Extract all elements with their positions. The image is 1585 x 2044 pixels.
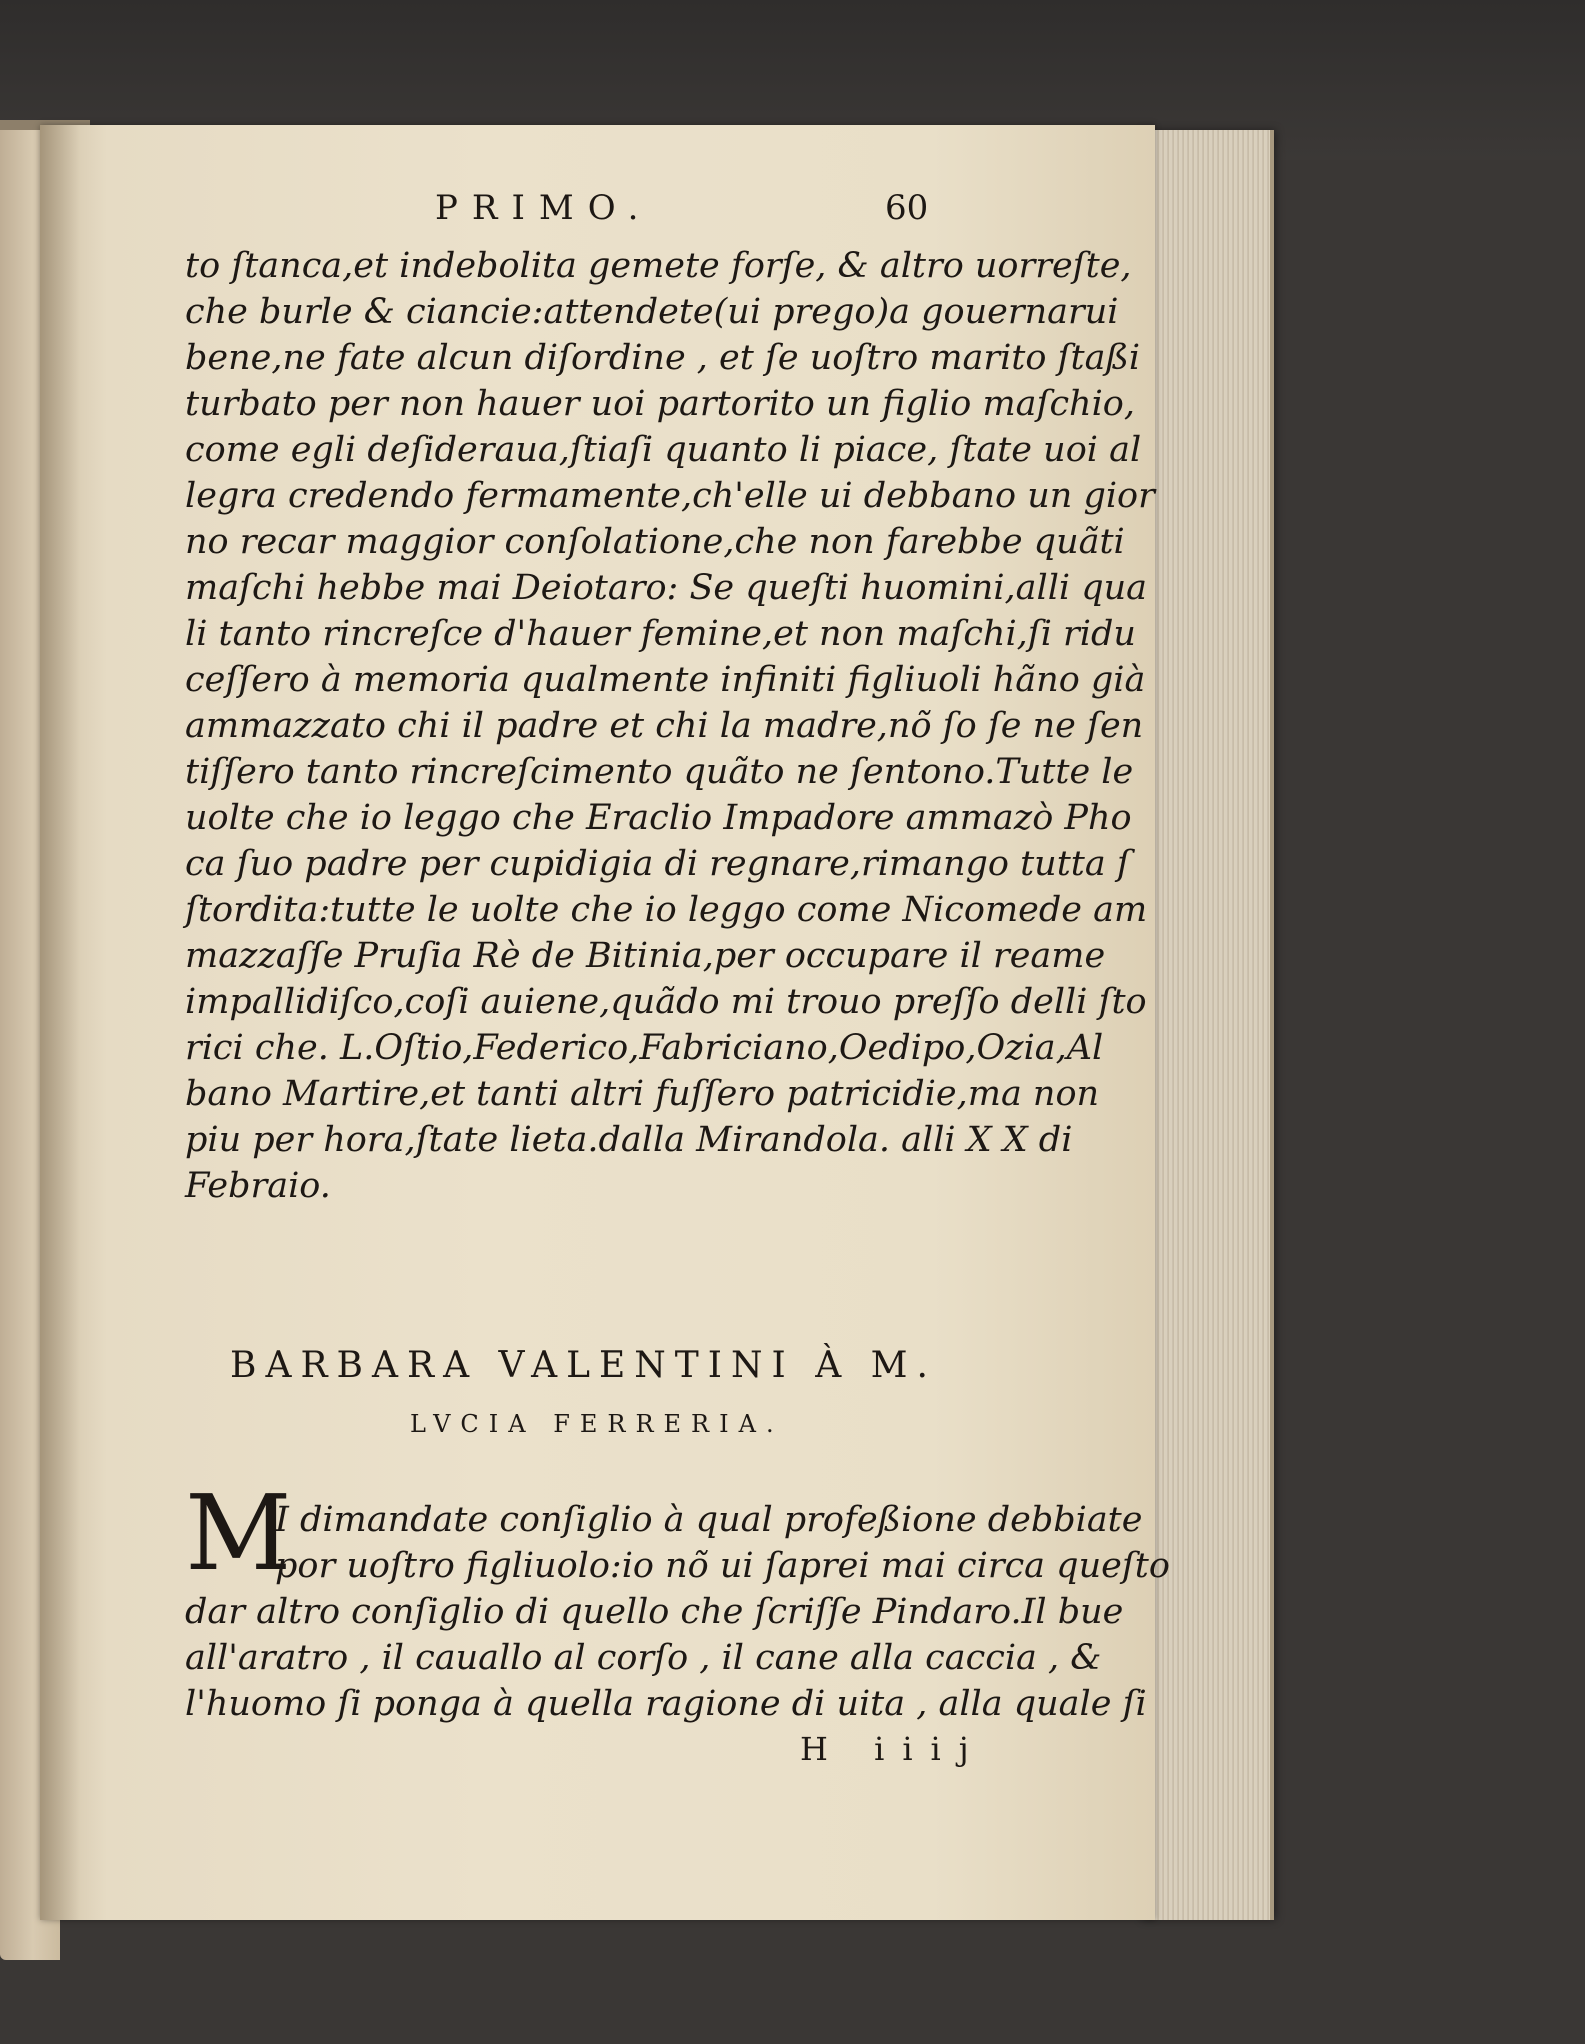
- text-line: tiſſero tanto rincreſcimento quãto ne ſentono.Tutte le: [185, 752, 1134, 792]
- text-line: uolte che io leggo che Eraclio Impadore ammazò Pho: [185, 798, 1132, 838]
- text-line: ammazzato chi il padre et chi la madre,nõ ſo ſe ne ſen: [185, 706, 1144, 746]
- text-line: por uoſtro figliuolo:io nõ ui ſaprei mai circa queſto: [275, 1546, 1170, 1586]
- letter-heading-recipient: LVCIA FERRERIA.: [410, 1410, 784, 1438]
- text-line: ca ſuo padre per cupidigia di regnare,rimango tutta ſ: [185, 844, 1130, 884]
- text-line: Febraio.: [185, 1166, 331, 1206]
- text-line: all'aratro , il cauallo al corſo , il cane alla caccia , &: [185, 1638, 1102, 1678]
- text-line: bano Martire,et tanti altri fuſſero patricidie,ma non: [185, 1074, 1100, 1114]
- page-header: [185, 180, 1015, 240]
- page-number: 60: [885, 188, 929, 228]
- text-line: no recar maggior conſolatione,che non farebbe quãti: [185, 522, 1125, 562]
- drop-cap: M: [185, 1472, 292, 1594]
- text-line: I dimandate conſiglio à qual profeßione debbiate: [275, 1500, 1143, 1540]
- text-line: turbato per non hauer uoi partorito un figlio maſchio,: [185, 384, 1135, 424]
- text-line: bene,ne fate alcun diſordine , et ſe uoſtro marito ſtaßi: [185, 338, 1141, 378]
- text-line: maſchi hebbe mai Deiotaro: Se queſti huomini,alli qua: [185, 568, 1148, 608]
- text-line: mazzaſſe Pruſia Rè de Bitinia,per occupare il reame: [185, 936, 1106, 976]
- signature-mark: H iiij: [800, 1730, 987, 1768]
- text-line: impallidiſco,coſi auiene,quãdo mi trouo preſſo delli ſto: [185, 982, 1147, 1022]
- running-title: PRIMO.: [435, 188, 653, 228]
- text-line: che burle & ciancie:attendete(ui prego)a gouernarui: [185, 292, 1119, 332]
- text-line: to ſtanca,et indebolita gemete forſe, & altro uorreſte,: [185, 246, 1132, 286]
- text-line: come egli deſideraua,ſtiaſi quanto li piace, ſtate uoi al: [185, 430, 1142, 470]
- page-gutter-shadow: [40, 125, 80, 1920]
- text-line: ceſſero à memoria qualmente infiniti figliuoli hãno già: [185, 660, 1146, 700]
- text-line: l'huomo ſi ponga à quella ragione di uita , alla quale ſi: [185, 1684, 1147, 1724]
- text-line: li tanto rincreſce d'hauer femine,et non maſchi,ſi ridu: [185, 614, 1136, 654]
- text-line: piu per hora,ſtate lieta.dalla Mirandola. alli X X di: [185, 1120, 1073, 1160]
- text-line: legra credendo fermamente,ch'elle ui debbano un gior: [185, 476, 1155, 516]
- text-line: dar altro conſiglio di quello che ſcriſſe Pindaro.Il bue: [185, 1592, 1124, 1632]
- text-line: ſtordita:tutte le uolte che io leggo come Nicomede am: [185, 890, 1148, 930]
- letter-heading: BARBARA VALENTINI À M.: [230, 1345, 937, 1386]
- page-fore-edge: [1140, 130, 1274, 1920]
- text-line: rici che. L.Oſtio,Federico,Fabriciano,Oedipo,Ozia,Al: [185, 1028, 1104, 1068]
